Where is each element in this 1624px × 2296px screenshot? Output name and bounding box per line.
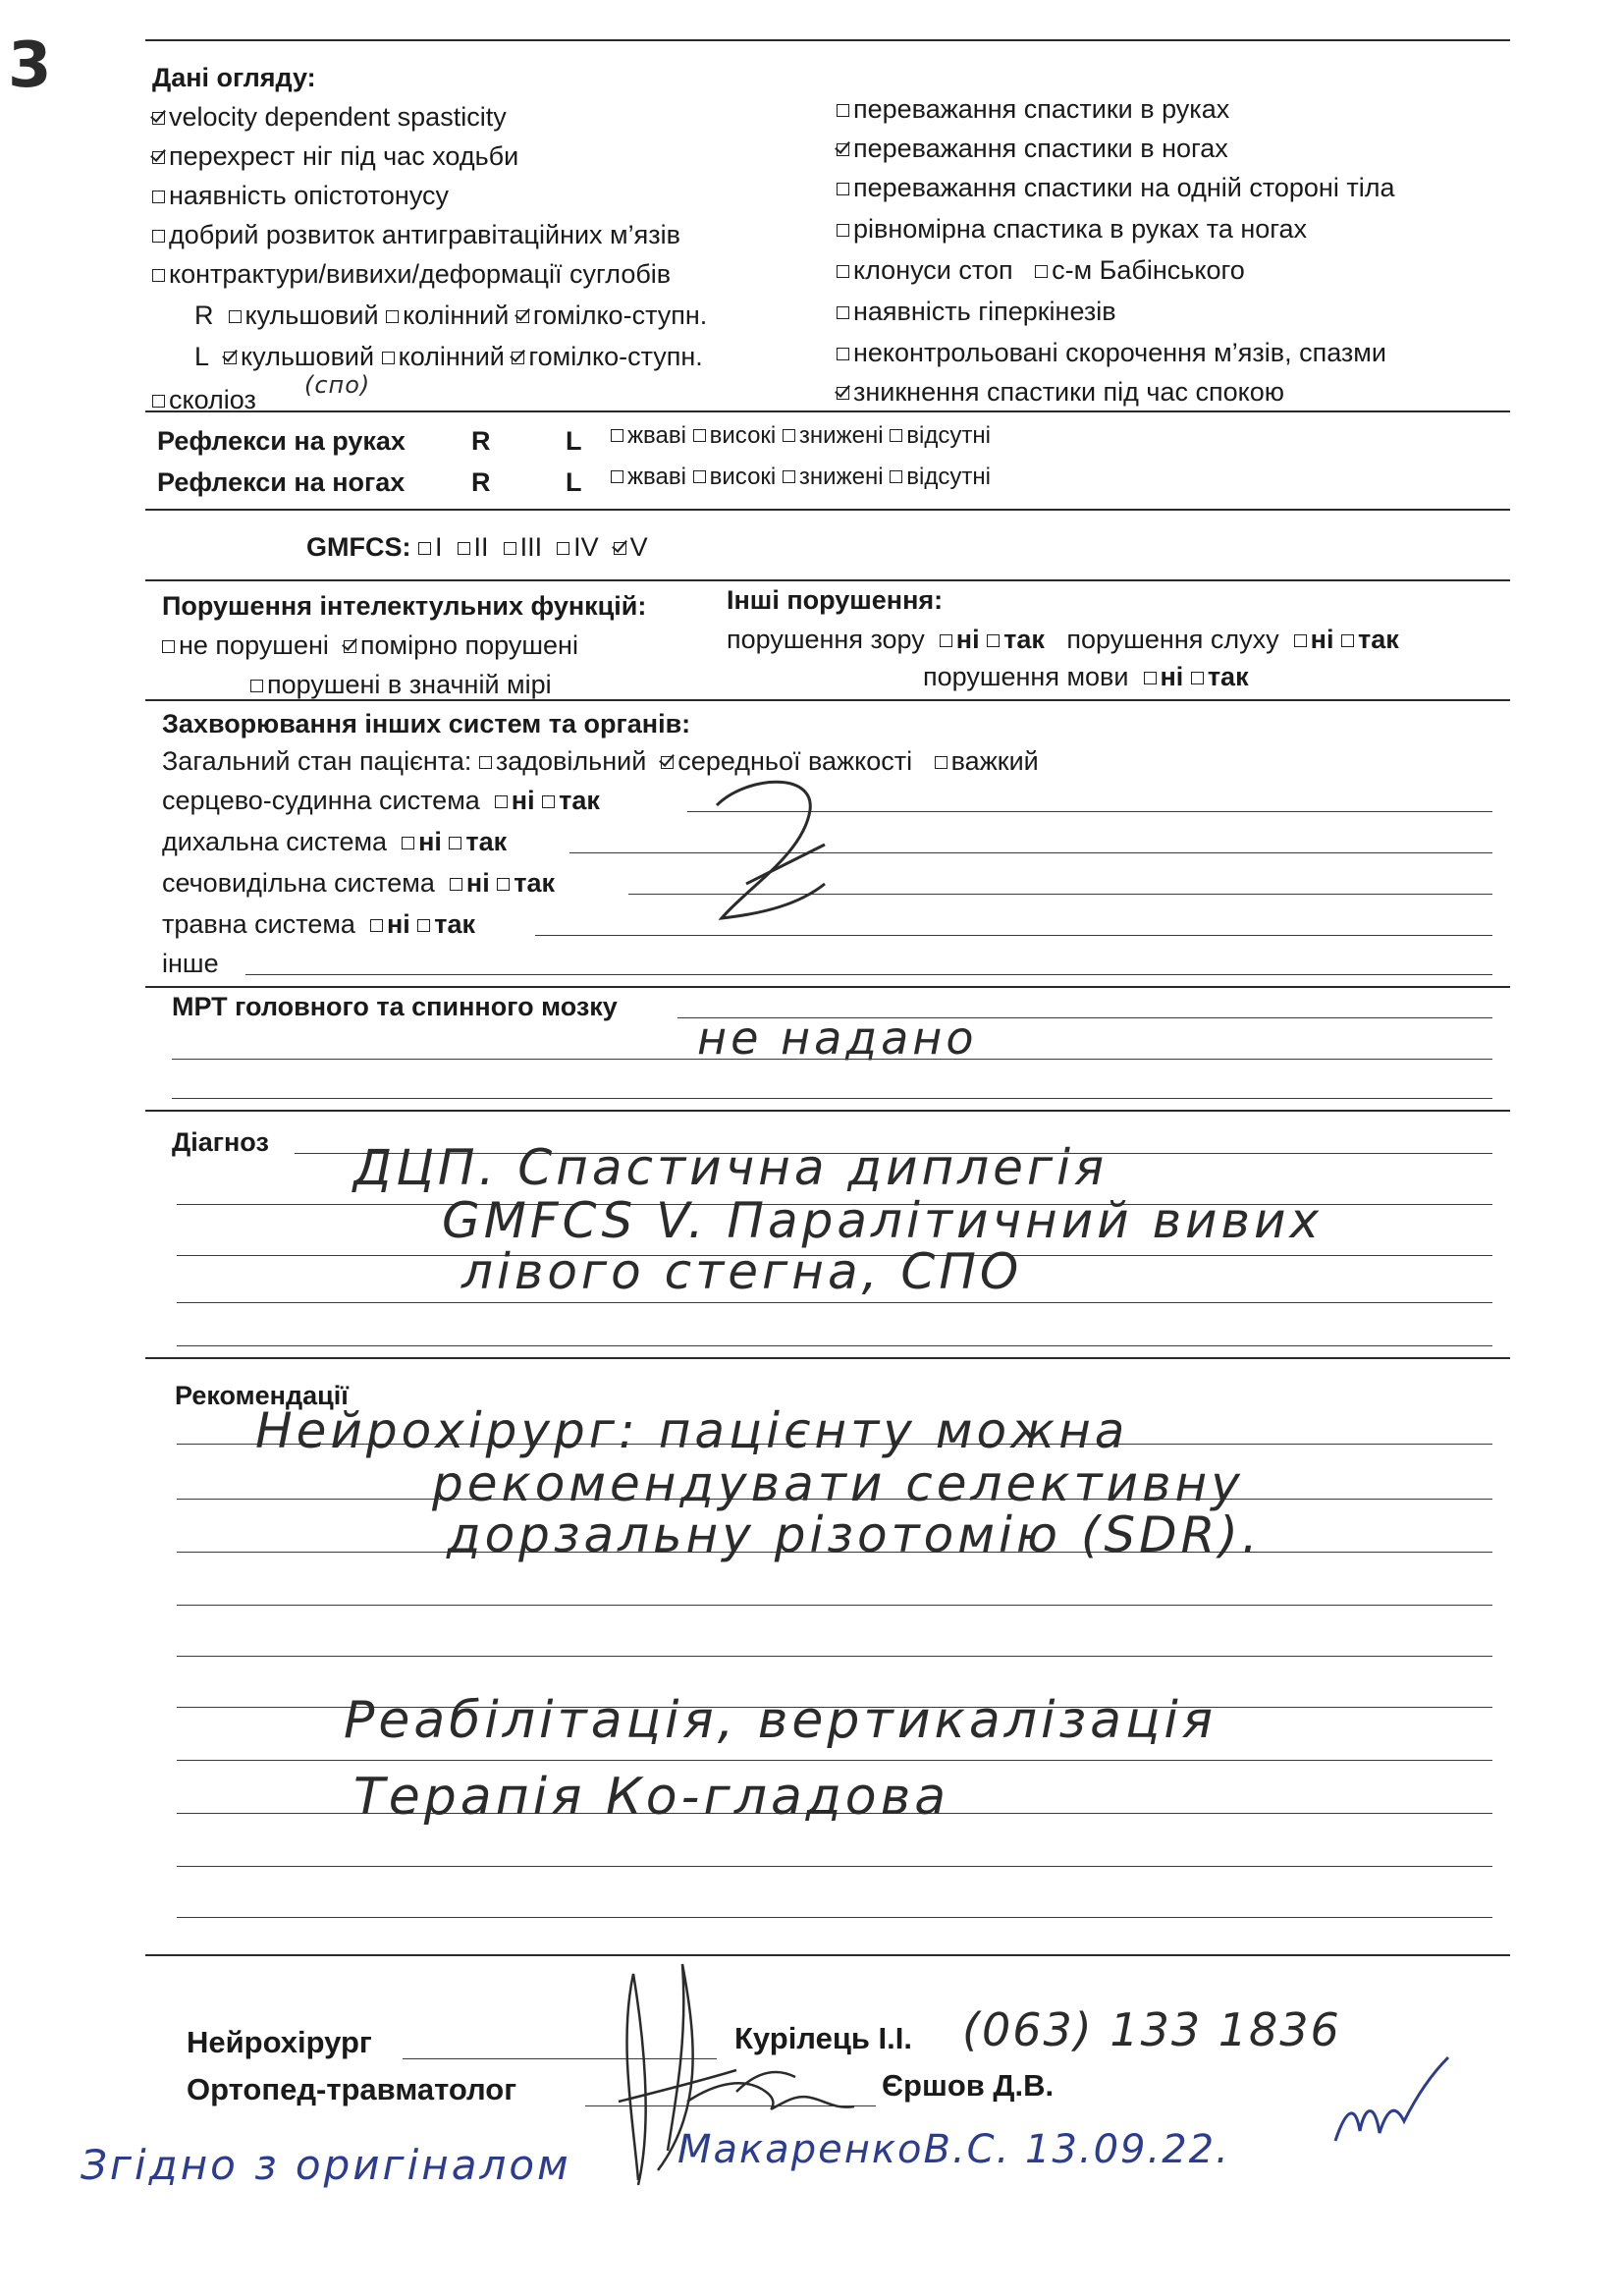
other-speech: порушення мови ні так — [923, 662, 1249, 691]
rec-line-4 — [177, 1605, 1492, 1606]
neurosurgeon-role: Нейрохірург — [187, 2025, 372, 2059]
moderate-severity-checkbox[interactable] — [661, 756, 674, 769]
mri-handwritten: не надано — [697, 1011, 978, 1065]
babinski-checkbox[interactable] — [1035, 265, 1048, 278]
gmfcs-row: GMFCS: I II III IV V — [306, 532, 648, 562]
checkbox[interactable] — [497, 878, 510, 891]
phone-handwritten: (063) 133 1836 — [962, 2003, 1341, 2056]
checkbox[interactable] — [693, 470, 706, 483]
vision-no-checkbox[interactable] — [940, 634, 952, 647]
rec-line-5 — [177, 1656, 1492, 1657]
diagnosis-handwritten-3: лівого стегна, СПО — [461, 1243, 1023, 1300]
checkbox[interactable] — [449, 837, 461, 849]
respiratory-row: дихальна система ні так — [162, 827, 508, 856]
checkbox-checked[interactable] — [152, 151, 165, 164]
copy-by-handwritten: МакаренкоВ.С. 13.09.22. — [677, 2127, 1230, 2172]
recommendations-label: Рекомендації — [175, 1381, 349, 1410]
rec-line-10 — [177, 1917, 1492, 1918]
rule-gmfcs — [145, 579, 1510, 581]
checkbox[interactable] — [693, 429, 706, 442]
rule-reflexes — [145, 509, 1510, 511]
moderate-checkbox[interactable] — [344, 640, 356, 653]
checkbox[interactable] — [837, 183, 849, 195]
checkbox[interactable] — [152, 395, 165, 408]
checkbox[interactable] — [890, 429, 902, 442]
orthopedist-name: Єршов Д.В. — [882, 2068, 1055, 2103]
joints-left: L кульшовий колінний гомілко-ступн. — [194, 342, 703, 371]
knee-r-checkbox[interactable] — [386, 310, 399, 323]
rec-line-9 — [177, 1866, 1492, 1867]
intellect-severe: порушені в значній мірі — [250, 670, 552, 700]
hearing-yes-checkbox[interactable] — [1341, 634, 1354, 647]
copy-note-handwritten: Згідно з оригіналом — [81, 2141, 571, 2189]
checkbox[interactable] — [450, 878, 462, 891]
checkbox-checked[interactable] — [837, 143, 849, 156]
knee-l-checkbox[interactable] — [382, 352, 395, 364]
checkbox[interactable] — [837, 265, 849, 278]
rec-line-7 — [177, 1760, 1492, 1761]
cardio-row: серцево-судинна система ні так — [162, 786, 600, 815]
exam-title: Дані огляду: — [152, 63, 316, 92]
checkbox[interactable] — [402, 837, 414, 849]
digestive-line — [535, 935, 1492, 936]
rec-handwritten-4: Реабілітація, вертикалізація — [344, 1691, 1218, 1750]
checkbox[interactable] — [837, 306, 849, 319]
checkbox-checked[interactable] — [152, 112, 165, 125]
reflexes-arms-options: жваві високі знижені відсутні — [611, 422, 991, 450]
checkbox[interactable] — [611, 429, 623, 442]
satisfactory-checkbox[interactable] — [479, 756, 492, 769]
other-vision-hearing: порушення зору ні так порушення слуху ні так — [727, 625, 1399, 654]
severe-checkbox[interactable] — [935, 756, 947, 769]
rule-exam — [145, 410, 1510, 412]
rule-mri — [145, 1110, 1510, 1112]
systems-title: Захворювання інших систем та органів: — [162, 709, 691, 738]
intellect-title: Порушення інтелектульних функцій: — [162, 591, 647, 621]
checkbox[interactable] — [495, 795, 508, 808]
reflexes-legs-l: L — [566, 467, 582, 497]
gmfcs-i-checkbox[interactable] — [418, 542, 431, 555]
general-state: Загальний стан пацієнта: задовільний середньої важкості важкий — [162, 746, 1039, 776]
exam-item-velocity[interactable]: velocity dependent spasticity — [152, 102, 507, 133]
exam-item-hyperkinesis[interactable]: наявність гіперкінезів — [837, 297, 1116, 327]
checkbox[interactable] — [611, 470, 623, 483]
reflexes-legs-label: Рефлекси на ногах — [157, 467, 406, 497]
vision-yes-checkbox[interactable] — [987, 634, 1000, 647]
checkbox[interactable] — [152, 230, 165, 243]
gmfcs-iii-checkbox[interactable] — [504, 542, 516, 555]
neurosurgeon-name: Курілець І.І. — [734, 2021, 913, 2055]
diagnosis-label: Діагноз — [172, 1127, 269, 1157]
checkbox[interactable] — [783, 470, 795, 483]
urinary-row: сечовидільна система ні так — [162, 868, 555, 898]
exam-item-spasms[interactable]: неконтрольовані скорочення м’язів, спазми — [837, 338, 1386, 368]
ankle-l-checkbox[interactable] — [512, 352, 524, 364]
checkbox[interactable] — [890, 470, 902, 483]
exam-item-legs[interactable]: переважання спастики в ногах — [837, 134, 1228, 164]
reflexes-arms-r: R — [471, 426, 491, 456]
exam-item-scissoring[interactable]: перехрест ніг під час ходьби — [152, 141, 518, 172]
hip-note-handwritten: (спо) — [304, 371, 371, 399]
rule-systems — [145, 986, 1510, 988]
diagnosis-line-5 — [177, 1345, 1492, 1346]
exam-item-rest[interactable]: зникнення спастики під час спокою — [837, 377, 1284, 408]
intellect-options: не порушені помірно порушені — [162, 630, 578, 661]
checkbox[interactable] — [783, 429, 795, 442]
other-title: Інші порушення: — [727, 585, 944, 615]
checkbox[interactable] — [417, 919, 430, 932]
diagnosis-handwritten-1: ДЦП. Спастична диплегія — [353, 1139, 1109, 1196]
reflexes-legs-options: жваві високі знижені відсутні — [611, 464, 991, 491]
checkbox[interactable] — [152, 269, 165, 282]
diagnosis-line-4 — [177, 1302, 1492, 1303]
exam-item-one-side[interactable]: переважання спастики на одній стороні тіла — [837, 173, 1394, 203]
reflexes-arms-label: Рефлекси на руках — [157, 426, 406, 456]
exam-item-antigravity[interactable]: добрий розвиток антигравітаційних м’язів — [152, 220, 680, 250]
orthopedist-signature — [677, 2062, 893, 2131]
severe-checkbox[interactable] — [250, 680, 263, 692]
checkbox[interactable] — [542, 795, 555, 808]
not-impaired-checkbox[interactable] — [162, 640, 175, 653]
checkbox[interactable] — [837, 224, 849, 237]
checkbox[interactable] — [837, 348, 849, 360]
mri-line-3 — [172, 1098, 1492, 1099]
exam-item-clonus[interactable]: клонуси стоп с-м Бабінського — [837, 255, 1245, 286]
ankle-r-checkbox[interactable] — [516, 310, 529, 323]
top-rule — [145, 39, 1510, 41]
other-systems-label: інше — [162, 949, 219, 978]
rec-handwritten-2: рекомендувати селективну — [432, 1455, 1244, 1512]
exam-item-arms[interactable]: переважання спастики в руках — [837, 94, 1229, 125]
exam-item-scoliosis[interactable]: сколіоз — [152, 385, 256, 415]
checkbox[interactable] — [837, 104, 849, 117]
exam-item-opisthotonus[interactable]: наявність опістотонусу — [152, 181, 449, 211]
reflexes-arms-l: L — [566, 426, 582, 456]
handwritten-z-mark — [687, 717, 844, 953]
rule-diagnosis — [145, 1357, 1510, 1359]
mri-label: МРТ головного та спинного мозку — [172, 992, 618, 1021]
exam-item-uniform[interactable]: рівномірна спастика в руках та ногах — [837, 214, 1307, 245]
speech-no-checkbox[interactable] — [1144, 672, 1157, 684]
checkbox[interactable] — [152, 191, 165, 203]
rec-handwritten-5: Терапія Ко-гладова — [353, 1768, 950, 1827]
hearing-no-checkbox[interactable] — [1294, 634, 1307, 647]
checkbox-checked[interactable] — [837, 387, 849, 400]
rec-handwritten-3: дорзальну різотомію (SDR). — [447, 1506, 1262, 1563]
gmfcs-ii-checkbox[interactable] — [458, 542, 470, 555]
other-systems-line — [245, 974, 1492, 975]
rule-recommendations — [145, 1954, 1510, 1956]
joints-right: R кульшовий колінний гомілко-ступн. — [194, 301, 708, 330]
page-number-mark: 3 — [8, 29, 52, 102]
rec-handwritten-1: Нейрохірург: пацієнту можна — [255, 1402, 1129, 1459]
rule-impairments — [145, 699, 1510, 701]
digestive-row: травна система ні так — [162, 909, 476, 939]
checkbox[interactable] — [370, 919, 383, 932]
exam-item-contractures[interactable]: контрактури/вивихи/деформації суглобів — [152, 259, 671, 290]
orthopedist-role: Ортопед-травматолог — [187, 2072, 517, 2106]
certifier-signature — [1326, 2052, 1463, 2160]
hip-l-checkbox[interactable] — [224, 352, 237, 364]
diagnosis-handwritten-2: GMFCS V. Паралітичний вивих — [442, 1192, 1324, 1249]
reflexes-legs-r: R — [471, 467, 491, 497]
speech-yes-checkbox[interactable] — [1191, 672, 1204, 684]
gmfcs-iv-checkbox[interactable] — [557, 542, 569, 555]
hip-r-checkbox[interactable] — [229, 310, 242, 323]
mri-line-2 — [172, 1059, 1492, 1060]
gmfcs-v-checkbox[interactable] — [614, 542, 626, 555]
